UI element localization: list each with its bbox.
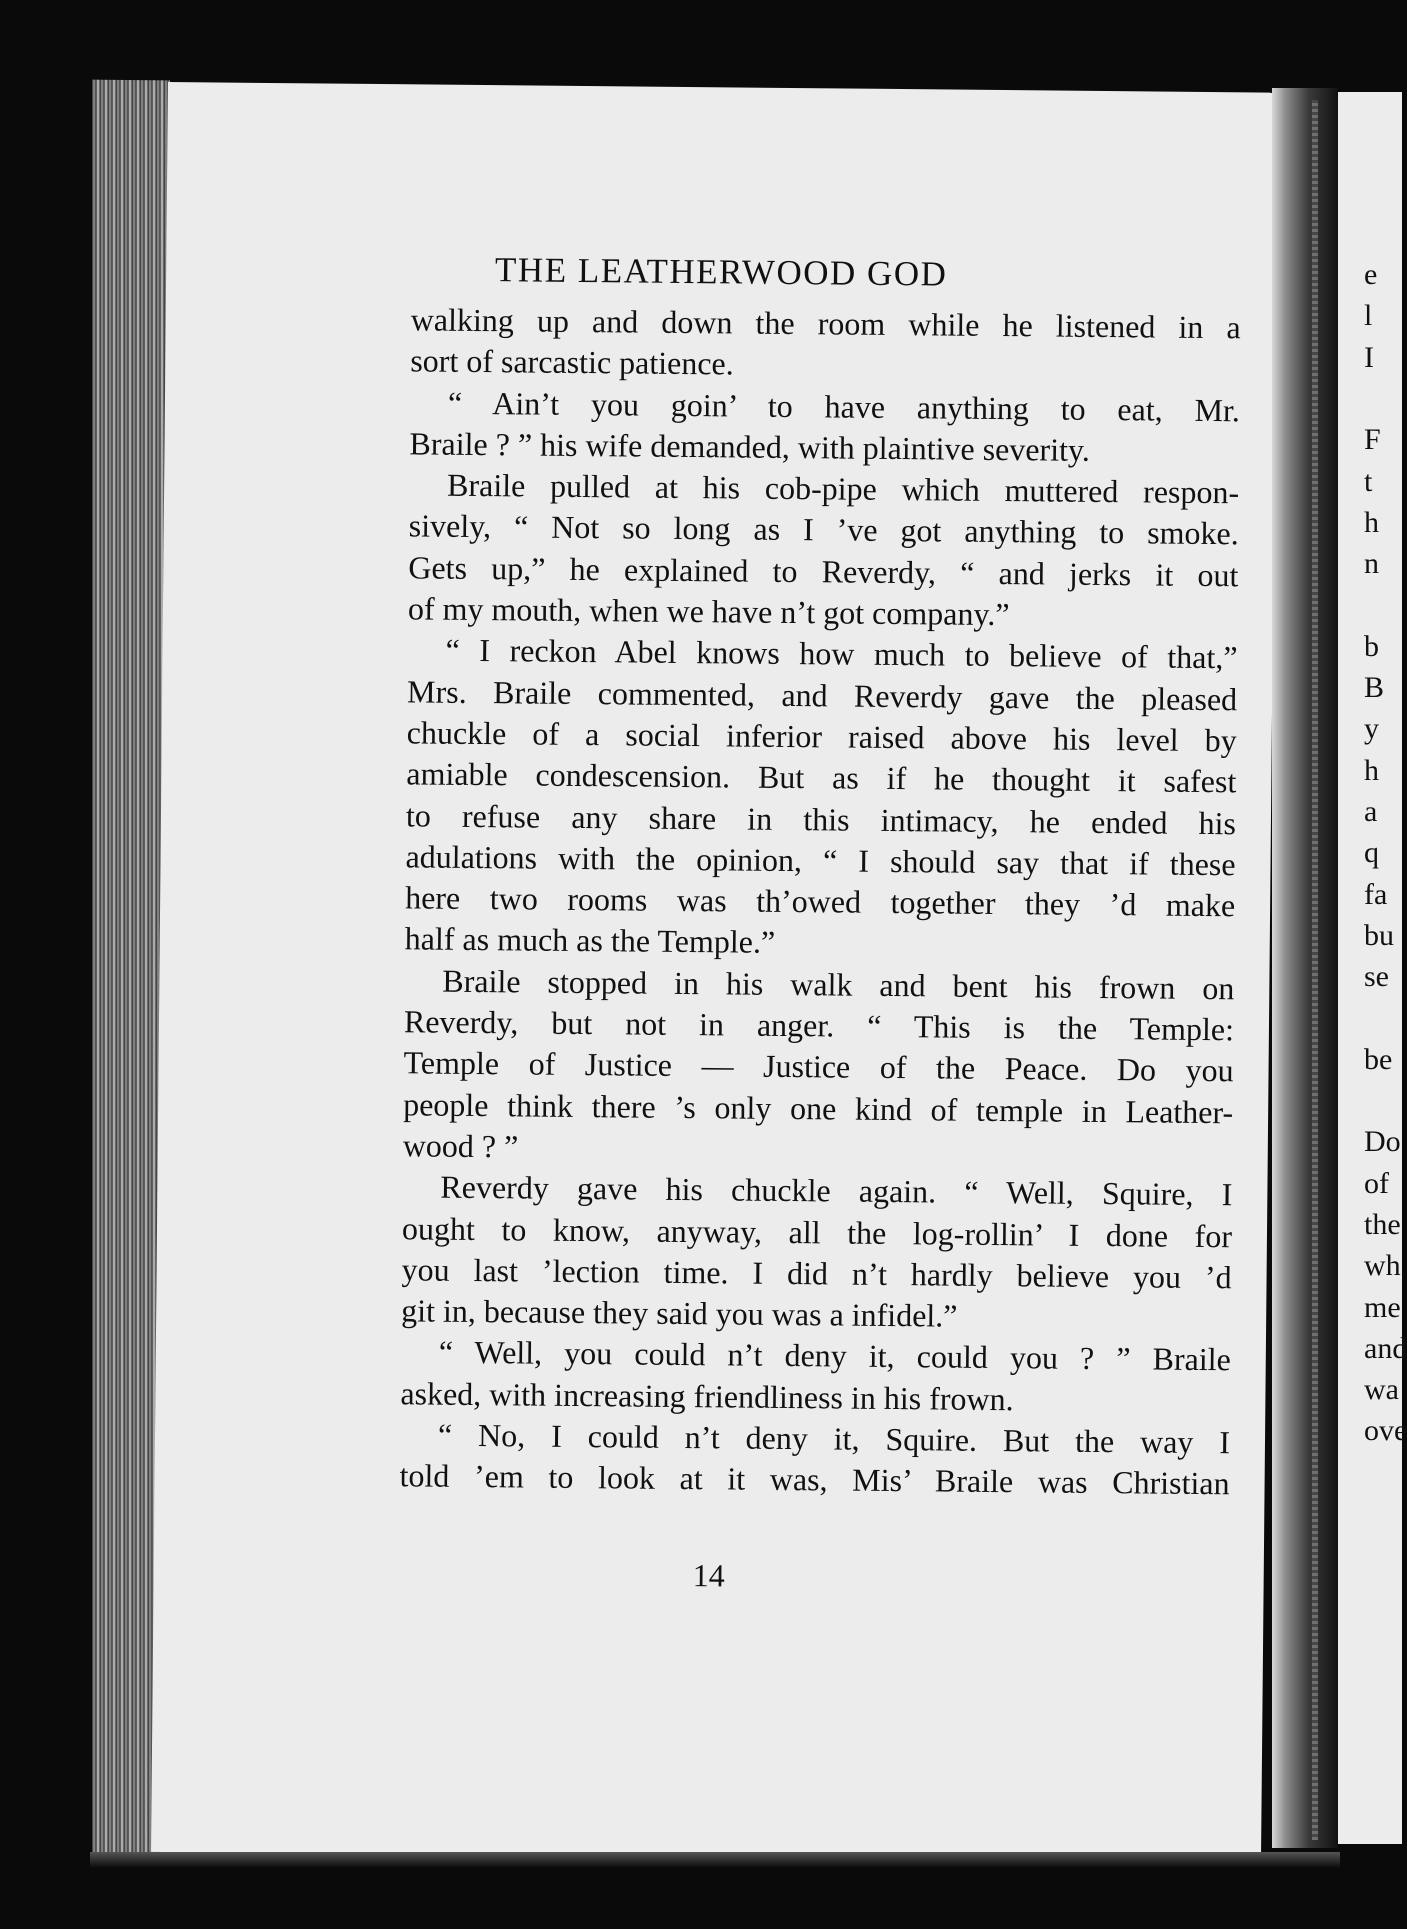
next-page-text-fragment: ove xyxy=(1364,1414,1407,1448)
next-page-text-fragment: fa xyxy=(1364,877,1388,911)
text-line: Reverdy, but not in anger. “ This is the Temple: xyxy=(403,1003,1235,1048)
next-page-text-fragment: the xyxy=(1364,1207,1401,1241)
next-page-text-fragment: a xyxy=(1364,794,1378,828)
text-line: sively, “ Not so long as I ’ve got anything to smoke. xyxy=(408,507,1239,552)
next-page-text-fragment: h xyxy=(1364,505,1379,539)
next-page-text-fragment: me xyxy=(1364,1290,1401,1324)
text-line: told ’em to look at it was, Mis’ Braile was Christian xyxy=(399,1457,1230,1502)
text-line: Temple of Justice — Justice of the Peace. Do you xyxy=(403,1044,1234,1089)
next-page-text-fragment: se xyxy=(1364,960,1389,994)
text-line: walking up and down the room while he listened in a xyxy=(410,301,1241,346)
running-head: THE LEATHERWOOD GOD xyxy=(494,250,948,294)
text-line: ought to know, anyway, all the log-rollin’ I done for xyxy=(401,1209,1233,1254)
page-number: 14 xyxy=(692,1557,725,1594)
next-page-text-fragment: n xyxy=(1364,547,1379,581)
text-line: Braile pulled at his cob-pipe which muttered respon- xyxy=(446,466,1240,511)
text-line: to refuse any share in this intimacy, he ended his xyxy=(405,796,1237,841)
text-line: here two rooms was th’owed together they ’d make xyxy=(405,879,1236,924)
next-page-text-fragment: I xyxy=(1364,340,1374,374)
text-line: “ Well, you could n’t deny it, could you ? ” Braile xyxy=(438,1334,1231,1378)
text-line: of my mouth, when we have n’t got company.” xyxy=(407,590,1010,633)
text-line: Gets up,” he explained to Reverdy, “ and jerks it out xyxy=(408,549,1239,594)
text-line: you last ’lection time. I did n’t hardly believe you ’d xyxy=(401,1251,1232,1296)
text-line: adulations with the opinion, “ I should say that if these xyxy=(405,838,1236,883)
text-line: sort of sarcastic patience. xyxy=(410,342,734,382)
text-line: “ I reckon Abel knows how much to believe of that,” xyxy=(445,632,1238,676)
text-line: Braile stopped in his walk and bent his frown on xyxy=(442,962,1235,1007)
next-page-text-fragment: h xyxy=(1364,753,1379,787)
next-page-text-fragment: and xyxy=(1364,1331,1407,1365)
next-page-text-fragment: of xyxy=(1364,1166,1389,1200)
book-gutter xyxy=(1272,88,1338,1848)
text-line: Mrs. Braile commented, and Reverdy gave the pleased xyxy=(406,672,1238,717)
binding-edge xyxy=(1312,100,1318,1840)
text-line: “ No, I could n’t deny it, Squire. But the way I xyxy=(437,1416,1231,1461)
next-page-text-fragment: bu xyxy=(1364,918,1394,952)
text-line: “ Ain’t you goin’ to have anything to eat, Mr. xyxy=(447,384,1241,428)
text-line: wood ? ” xyxy=(402,1127,519,1165)
book-page xyxy=(151,82,1278,1863)
next-page-text-fragment: wa xyxy=(1364,1373,1399,1407)
text-line: Reverdy gave his chuckle again. “ Well, Squire, I xyxy=(440,1168,1233,1213)
text-line: people think there ’s only one kind of temple in Leather- xyxy=(403,1085,1234,1130)
next-page-text-fragment: e xyxy=(1364,258,1378,291)
next-page-text-fragment: b xyxy=(1364,629,1379,663)
next-page-text-fragment: q xyxy=(1364,836,1379,870)
text-line: asked, with increasing friendliness in his frown. xyxy=(400,1375,1014,1417)
next-page-text-fragment: F xyxy=(1364,423,1381,457)
next-page-text-fragment: B xyxy=(1364,671,1385,704)
body-text xyxy=(399,299,1240,1505)
next-page-fragment xyxy=(1338,92,1407,1844)
next-page-text-fragment: t xyxy=(1364,464,1373,498)
page-bottom-shadow xyxy=(90,1852,1340,1868)
text-line: half as much as the Temple.” xyxy=(404,920,776,961)
next-page-text-fragment: y xyxy=(1364,712,1379,746)
next-page-text-fragment: l xyxy=(1364,299,1373,333)
next-page-text-fragment: Do xyxy=(1364,1125,1401,1159)
next-page-text-fragment: wh xyxy=(1364,1249,1401,1283)
text-line: git in, because they said you was a infidel.” xyxy=(401,1292,958,1334)
text-line: amiable condescension. But as if he thought it safest xyxy=(406,755,1237,800)
text-line: Braile ? ” his wife demanded, with plaintive severity. xyxy=(409,425,1091,468)
next-page-text-fragment: be xyxy=(1364,1042,1393,1076)
text-line: chuckle of a social inferior raised above his level by xyxy=(406,714,1237,759)
